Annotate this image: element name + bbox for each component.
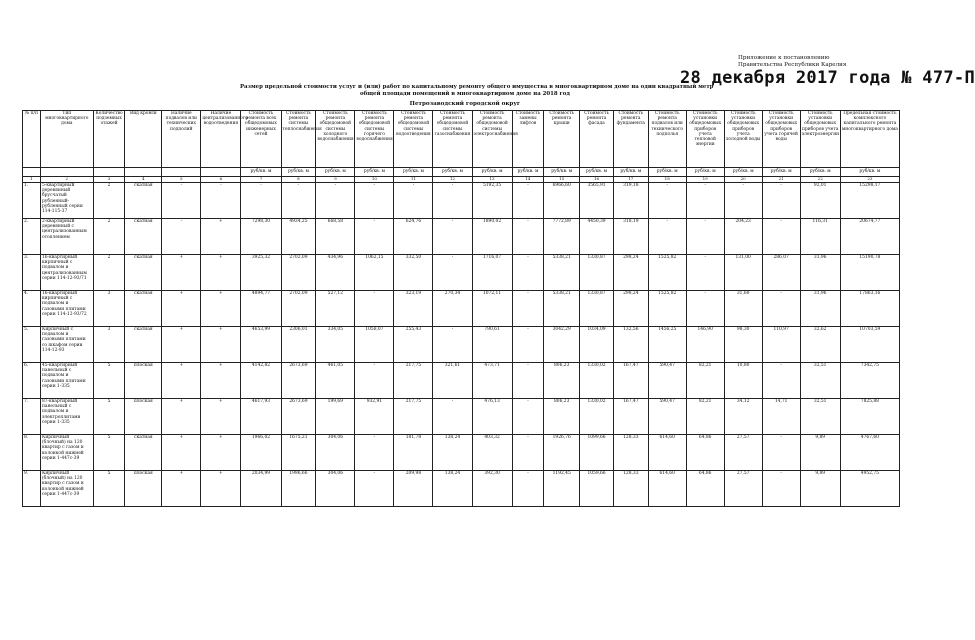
- column-number-cell: 8: [281, 177, 316, 183]
- value-cell: -: [281, 183, 316, 219]
- value-cell: 476,13: [472, 399, 512, 435]
- value-cell: 4142,82: [241, 363, 281, 399]
- value-cell: 2: [93, 183, 125, 219]
- value-cell: 204,23: [724, 219, 762, 255]
- column-number-cell: 23: [840, 177, 899, 183]
- value-cell: +: [162, 327, 201, 363]
- value-cell: -: [512, 363, 544, 399]
- value-cell: -: [355, 471, 394, 507]
- column-number-cell: 20: [724, 177, 762, 183]
- unit-cell: руб/кв. м: [394, 168, 433, 177]
- value-cell: 98,30: [724, 327, 762, 363]
- value-cell: 64,86: [686, 471, 724, 507]
- value-cell: скатная: [125, 291, 162, 327]
- value-cell: +: [201, 471, 241, 507]
- value-cell: 4617,93: [241, 399, 281, 435]
- value-cell: 2: [93, 219, 125, 255]
- value-cell: 3: [93, 291, 125, 327]
- approval-line-2: Правительства Республики Карелия: [738, 62, 847, 68]
- value-cell: -: [512, 399, 544, 435]
- value-cell: -: [512, 471, 544, 507]
- table-row: [23, 183, 900, 219]
- column-number-cell: 17: [613, 177, 648, 183]
- value-cell: -: [762, 183, 800, 219]
- column-number-cell: 12: [433, 177, 472, 183]
- value-cell: 17863,16: [840, 291, 899, 327]
- value-cell: 5338,21: [544, 291, 580, 327]
- unit-cell: руб/кв. м: [613, 168, 648, 177]
- column-header: Количество подземных этажей: [93, 111, 125, 168]
- value-cell: 5: [93, 399, 125, 435]
- value-cell: 806,23: [544, 363, 580, 399]
- value-cell: -: [433, 183, 472, 219]
- title-line-2: общей площади помещений в многоквартирном доме на 2018 год: [360, 91, 570, 98]
- column-header: Стоимость ремонта фундамента: [613, 111, 648, 168]
- unit-cell: руб/кв. м: [648, 168, 686, 177]
- row-number-cell: 5.: [23, 327, 41, 363]
- value-cell: плоская: [125, 399, 162, 435]
- value-cell: 4934,25: [281, 219, 316, 255]
- table-row: [23, 399, 900, 435]
- column-number-cell: 11: [394, 177, 433, 183]
- value-cell: 590,47: [648, 363, 686, 399]
- unit-cell: [162, 168, 201, 177]
- value-cell: -: [162, 183, 201, 219]
- building-type-cell: 45-квартирный панельный с подвалом и газовыми плитами серии 1-335: [40, 363, 93, 399]
- value-cell: 2673,69: [281, 399, 316, 435]
- value-cell: 6966,60: [544, 183, 580, 219]
- value-cell: 132,56: [613, 327, 648, 363]
- value-cell: 131,00: [724, 255, 762, 291]
- column-header: Стоимость ремонта всех общедомовых инженерных сетей: [241, 111, 281, 168]
- value-cell: 318,19: [613, 219, 648, 255]
- value-cell: +: [201, 291, 241, 327]
- value-cell: +: [162, 471, 201, 507]
- value-cell: 7298,30: [241, 219, 281, 255]
- value-cell: -: [724, 183, 762, 219]
- unit-cell: руб/кв. м: [800, 168, 840, 177]
- value-cell: -: [762, 291, 800, 327]
- value-cell: 1034,09: [580, 327, 614, 363]
- value-cell: -: [433, 255, 472, 291]
- approval-date: 28 декабря 2017 года № 477-П: [680, 68, 975, 88]
- unit-cell: руб/кв. м: [840, 168, 899, 177]
- value-cell: 32,51: [800, 363, 840, 399]
- value-cell: 1890,02: [472, 219, 512, 255]
- value-cell: 392,30: [472, 471, 512, 507]
- column-header: Тип многоквартирного дома: [40, 111, 93, 168]
- value-cell: 167,47: [613, 363, 648, 399]
- column-header: Предельная стоимость комплексного капитального ремонта многоквартирного дома: [840, 111, 899, 168]
- value-cell: 1059,66: [580, 471, 614, 507]
- value-cell: +: [162, 363, 201, 399]
- row-number-cell: 6.: [23, 363, 41, 399]
- building-type-cell: Кирпичный с подвалом и газовыми плитами со шкафом серии 114-12-93: [40, 327, 93, 363]
- value-cell: 82,21: [686, 399, 724, 435]
- value-cell: -: [512, 291, 544, 327]
- value-cell: -: [355, 363, 394, 399]
- value-cell: скатная: [125, 327, 162, 363]
- value-cell: -: [512, 219, 544, 255]
- value-cell: -: [512, 183, 544, 219]
- value-cell: -: [355, 183, 394, 219]
- value-cell: 14,71: [762, 399, 800, 435]
- value-cell: 3: [93, 327, 125, 363]
- value-cell: -: [686, 219, 724, 255]
- value-cell: +: [201, 255, 241, 291]
- table-header-row: [23, 111, 900, 168]
- value-cell: 3925,32: [241, 255, 281, 291]
- value-cell: 4653,99: [241, 327, 281, 363]
- column-number-cell: 5: [162, 177, 201, 183]
- value-cell: +: [162, 291, 201, 327]
- value-cell: 2702,09: [281, 291, 316, 327]
- column-header: Стоимость замены лифтов: [512, 111, 544, 168]
- value-cell: -: [512, 327, 544, 363]
- cost-table: [22, 110, 900, 507]
- approval-line-1: Приложение к постановлению: [738, 55, 830, 61]
- unit-cell: [40, 168, 93, 177]
- value-cell: 323,19: [394, 291, 433, 327]
- building-type-cell: 5-квартирный деревянный брусчатый рубленный-рубленный серии 114-115-37: [40, 183, 93, 219]
- value-cell: 304,06: [316, 435, 355, 471]
- value-cell: -: [762, 219, 800, 255]
- value-cell: 304,06: [316, 471, 355, 507]
- column-number-cell: 4: [125, 177, 162, 183]
- value-cell: -: [686, 255, 724, 291]
- value-cell: 27,57: [724, 471, 762, 507]
- unit-cell: руб/кв. м: [686, 168, 724, 177]
- column-header: Стоимость ремонта фасада: [580, 111, 614, 168]
- table-row: [23, 435, 900, 471]
- value-cell: 1525,82: [648, 291, 686, 327]
- unit-cell: руб/кв. м: [512, 168, 544, 177]
- column-number-cell: 7: [241, 177, 281, 183]
- table-row: [23, 255, 900, 291]
- title-line-1: Размер предельной стоимости услуг и (или) работ по капитальному ремонту общего имущества в многоквартирном доме на один квадратный метр: [240, 84, 714, 90]
- column-header: Стоимость ремонта общедомовой системы водоотведения: [394, 111, 433, 168]
- value-cell: плоская: [125, 471, 162, 507]
- unit-cell: руб/кв. м: [472, 168, 512, 177]
- value-cell: 1330,87: [580, 255, 614, 291]
- column-header: Стоимость ремонта общедомовой системы электроснабжения: [472, 111, 512, 168]
- unit-cell: [125, 168, 162, 177]
- table-row: [23, 291, 900, 327]
- value-cell: -: [394, 183, 433, 219]
- value-cell: 4894,77: [241, 291, 281, 327]
- column-number-cell: 22: [800, 177, 840, 183]
- value-cell: 5: [93, 471, 125, 507]
- value-cell: 1716,07: [472, 255, 512, 291]
- value-cell: 92,01: [800, 183, 840, 219]
- value-cell: 614,60: [648, 435, 686, 471]
- value-cell: 2673,69: [281, 363, 316, 399]
- value-cell: скатная: [125, 183, 162, 219]
- column-header: Стоимость установки общедомовых приборов учета электроэнергии: [800, 111, 840, 168]
- value-cell: +: [201, 435, 241, 471]
- value-cell: скатная: [125, 255, 162, 291]
- value-cell: -: [355, 435, 394, 471]
- value-cell: 181,78: [394, 435, 433, 471]
- value-cell: 15298,17: [840, 183, 899, 219]
- building-type-cell: 16-квартирный кирпичный с подвалом и централизованным серии 114-12-93/71: [40, 255, 93, 291]
- column-header: Стоимость ремонта общедомовой системы газоснабжения: [433, 111, 472, 168]
- value-cell: -: [686, 291, 724, 327]
- value-cell: 167,47: [613, 399, 648, 435]
- value-cell: 217,75: [394, 399, 433, 435]
- value-cell: 319,18: [613, 183, 648, 219]
- value-cell: 10703,59: [840, 327, 899, 363]
- value-cell: 5338,21: [544, 255, 580, 291]
- column-number-cell: 6: [201, 177, 241, 183]
- value-cell: 1330,87: [580, 291, 614, 327]
- value-cell: 110,97: [762, 327, 800, 363]
- column-header: Стоимость ремонта общедомовой системы холодного водоснабжения: [316, 111, 355, 168]
- value-cell: 3565,91: [580, 183, 614, 219]
- column-number-cell: 13: [472, 177, 512, 183]
- building-type-cell: 2-квартирный деревянный с централизованным отоплением: [40, 219, 93, 255]
- value-cell: 4952,75: [840, 471, 899, 507]
- value-cell: скатная: [125, 219, 162, 255]
- unit-cell: руб/кв. м: [316, 168, 355, 177]
- column-header: Стоимость установки общедомовых приборов учета горячей воды: [762, 111, 800, 168]
- building-type-cell: Кирпичный (блочный) на 120 квартир с газом и колонкой нижней серии 1-447с-39: [40, 471, 93, 507]
- unit-cell: руб/кв. м: [724, 168, 762, 177]
- value-cell: 82,21: [686, 363, 724, 399]
- value-cell: 270,34: [433, 291, 472, 327]
- value-cell: 668,58: [316, 219, 355, 255]
- value-cell: -: [241, 183, 281, 219]
- value-cell: 9,89: [800, 435, 840, 471]
- value-cell: 10,80: [724, 363, 762, 399]
- row-number-cell: 8.: [23, 435, 41, 471]
- value-cell: 332,50: [394, 255, 433, 291]
- value-cell: 64,86: [686, 435, 724, 471]
- value-cell: 217,75: [394, 363, 433, 399]
- value-cell: -: [433, 399, 472, 435]
- value-cell: 32,62: [800, 327, 840, 363]
- column-number-cell: 1: [23, 177, 41, 183]
- value-cell: -: [433, 327, 472, 363]
- column-number-cell: 14: [512, 177, 544, 183]
- value-cell: -: [162, 219, 201, 255]
- table-row: [23, 363, 900, 399]
- value-cell: 146,90: [686, 327, 724, 363]
- value-cell: 473,71: [472, 363, 512, 399]
- value-cell: 5192,35: [472, 183, 512, 219]
- column-number-cell: 10: [355, 177, 394, 183]
- column-header: Наличие подвалов или технических подполий: [162, 111, 201, 168]
- value-cell: 1330,02: [580, 399, 614, 435]
- value-cell: +: [201, 399, 241, 435]
- column-header: Вид кровли: [125, 111, 162, 168]
- value-cell: 1192,45: [544, 471, 580, 507]
- value-cell: 128,33: [613, 435, 648, 471]
- value-cell: -: [201, 183, 241, 219]
- value-cell: +: [162, 399, 201, 435]
- table-row: [23, 471, 900, 507]
- value-cell: 20674,77: [840, 219, 899, 255]
- value-cell: 614,60: [648, 471, 686, 507]
- value-cell: 2034,99: [241, 471, 281, 507]
- column-number-cell: 16: [580, 177, 614, 183]
- value-cell: -: [762, 435, 800, 471]
- value-cell: 2702,09: [281, 255, 316, 291]
- value-cell: 1330,02: [580, 363, 614, 399]
- value-cell: 31,60: [724, 291, 762, 327]
- unit-cell: [201, 168, 241, 177]
- value-cell: 1099,66: [580, 435, 614, 471]
- value-cell: 138,24: [433, 435, 472, 471]
- value-cell: 15190,78: [840, 255, 899, 291]
- value-cell: +: [201, 363, 241, 399]
- value-cell: 9,89: [800, 471, 840, 507]
- value-cell: -: [512, 255, 544, 291]
- value-cell: 5: [93, 435, 125, 471]
- unit-cell: руб/кв. м: [241, 168, 281, 177]
- value-cell: 1062,15: [355, 255, 394, 291]
- unit-cell: руб/кв. м: [433, 168, 472, 177]
- value-cell: 403,32: [472, 435, 512, 471]
- value-cell: 461,05: [316, 363, 355, 399]
- value-cell: 4767,60: [840, 435, 899, 471]
- column-header: Стоимость установки общедомовых приборов учета тепловой энергии: [686, 111, 724, 168]
- column-header: Стоимость ремонта общедомовой системы горячего водоснабжения: [355, 111, 394, 168]
- value-cell: -: [762, 471, 800, 507]
- value-cell: 1926,76: [544, 435, 580, 471]
- column-header: Стоимость ремонта подвалов или технического подполья: [648, 111, 686, 168]
- value-cell: 1996,66: [281, 471, 316, 507]
- value-cell: 527,12: [316, 291, 355, 327]
- value-cell: +: [162, 435, 201, 471]
- value-cell: 138,24: [433, 471, 472, 507]
- column-number-cell: 9: [316, 177, 355, 183]
- value-cell: 27,57: [724, 435, 762, 471]
- row-number-cell: 2.: [23, 219, 41, 255]
- value-cell: 7825,88: [840, 399, 899, 435]
- value-cell: -: [512, 435, 544, 471]
- row-number-cell: 9.: [23, 471, 41, 507]
- column-number-cell: 18: [648, 177, 686, 183]
- column-number-cell: 3: [93, 177, 125, 183]
- unit-cell: руб/кв. м: [281, 168, 316, 177]
- value-cell: -: [355, 291, 394, 327]
- unit-cell: руб/кв. м: [355, 168, 394, 177]
- table-row: [23, 219, 900, 255]
- value-cell: 7342,75: [840, 363, 899, 399]
- value-cell: 1966,02: [241, 435, 281, 471]
- unit-cell: [23, 168, 41, 177]
- row-number-cell: 3.: [23, 255, 41, 291]
- value-cell: -: [762, 363, 800, 399]
- value-cell: 334,05: [316, 327, 355, 363]
- value-cell: -: [648, 183, 686, 219]
- value-cell: 1058,07: [355, 327, 394, 363]
- unit-cell: [93, 168, 125, 177]
- value-cell: 7772,89: [544, 219, 580, 255]
- value-cell: скатная: [125, 435, 162, 471]
- approval-stamp: [738, 55, 898, 69]
- value-cell: 32,51: [800, 399, 840, 435]
- value-cell: 255,43: [394, 327, 433, 363]
- column-number-cell: 15: [544, 177, 580, 183]
- value-cell: 2306,01: [281, 327, 316, 363]
- value-cell: 31,96: [800, 291, 840, 327]
- building-type-cell: Кирпичный (блочный) на 120 квартир с газом и колонкой нижней серии 1-447с-39: [40, 435, 93, 471]
- value-cell: 209,98: [394, 471, 433, 507]
- column-header: Наличие централизованного водоотведения: [201, 111, 241, 168]
- column-header: № п/п: [23, 111, 41, 168]
- value-cell: 4450,39: [580, 219, 614, 255]
- unit-cell: руб/кв. м: [580, 168, 614, 177]
- document-title: [240, 84, 714, 99]
- value-cell: 434,96: [316, 255, 355, 291]
- value-cell: 1675,21: [281, 435, 316, 471]
- value-cell: 321,61: [433, 363, 472, 399]
- row-number-cell: 4.: [23, 291, 41, 327]
- value-cell: -: [433, 219, 472, 255]
- value-cell: 5: [93, 363, 125, 399]
- value-cell: 932,91: [355, 399, 394, 435]
- table-units-row: [23, 168, 900, 177]
- row-number-cell: 7.: [23, 399, 41, 435]
- value-cell: 790,61: [472, 327, 512, 363]
- column-number-cell: 2: [40, 177, 93, 183]
- value-cell: 2: [93, 255, 125, 291]
- column-header: Стоимость ремонта системы теплоснабжения: [281, 111, 316, 168]
- unit-cell: руб/кв. м: [762, 168, 800, 177]
- unit-cell: руб/кв. м: [544, 168, 580, 177]
- value-cell: 34,12: [724, 399, 762, 435]
- value-cell: 1072,11: [472, 291, 512, 327]
- value-cell: 298,24: [613, 291, 648, 327]
- value-cell: -: [316, 183, 355, 219]
- building-type-cell: 16-квартирный кирпичный с подвалом и газовыми плитами серии 114-12-93/72: [40, 291, 93, 327]
- value-cell: 590,47: [648, 399, 686, 435]
- column-number-cell: 21: [762, 177, 800, 183]
- value-cell: 1525,82: [648, 255, 686, 291]
- value-cell: 286,07: [762, 255, 800, 291]
- value-cell: 116,31: [800, 219, 840, 255]
- row-number-cell: 1.: [23, 183, 41, 219]
- value-cell: 128,33: [613, 471, 648, 507]
- value-cell: 624,76: [394, 219, 433, 255]
- column-header: Стоимость ремонта крыши: [544, 111, 580, 168]
- value-cell: -: [648, 219, 686, 255]
- table-row: [23, 327, 900, 363]
- value-cell: 3042,29: [544, 327, 580, 363]
- value-cell: плоская: [125, 363, 162, 399]
- value-cell: -: [686, 183, 724, 219]
- value-cell: 806,23: [544, 399, 580, 435]
- value-cell: 1456,25: [648, 327, 686, 363]
- value-cell: +: [201, 327, 241, 363]
- value-cell: 31,96: [800, 255, 840, 291]
- column-number-cell: 19: [686, 177, 724, 183]
- value-cell: -: [355, 219, 394, 255]
- value-cell: +: [162, 255, 201, 291]
- value-cell: 199,69: [316, 399, 355, 435]
- building-type-cell: 87-квартирный панельный с подвалом и электроплитами серии 1-335: [40, 399, 93, 435]
- document-subtitle: Петрозаводский городской округ: [409, 101, 521, 107]
- value-cell: +: [201, 219, 241, 255]
- value-cell: 298,24: [613, 255, 648, 291]
- column-header: Стоимость установки общедомовых приборов учета холодной воды: [724, 111, 762, 168]
